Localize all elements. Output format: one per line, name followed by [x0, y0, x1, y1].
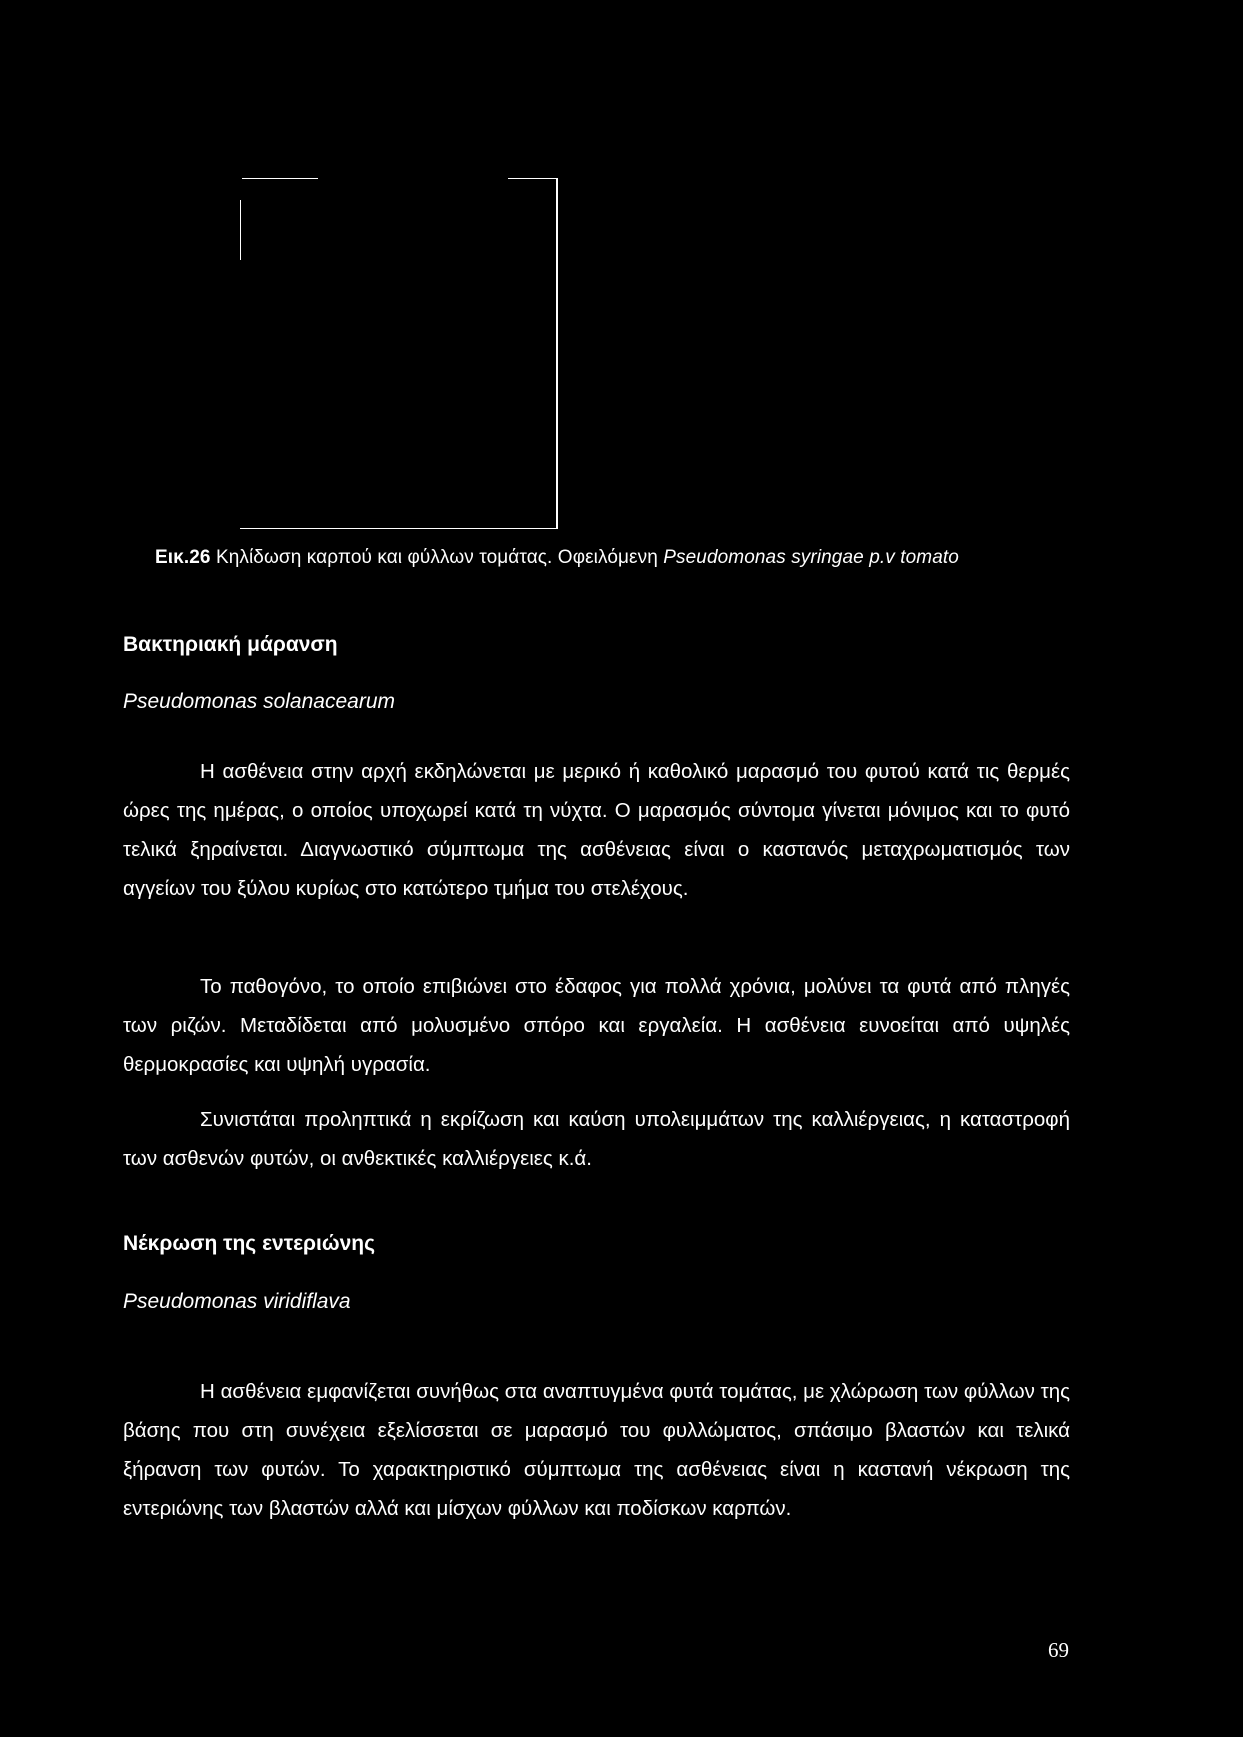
paragraph: Το παθογόνο, το οποίο επιβιώνει στο έδαφος για πολλά χρόνια, μολύνει τα φυτά από πληγές των ριζών. Μεταδίδεται από μολυσμένο σπόρο και εργαλεία. Η ασθένεια ευνοείται από υψηλές θερμοκρασίες και υψηλή υγρασία.	[123, 975, 1070, 1076]
figure-frame	[240, 178, 558, 530]
frame-top-right-line	[508, 178, 556, 179]
frame-right-line	[556, 178, 558, 528]
section-species: Pseudomonas solanacearum	[123, 690, 395, 713]
paragraph: Συνιστάται προληπτικά η εκρίζωση και καύση υπολειμμάτων της καλλιέργειας, η καταστροφή των ασθενών φυτών, οι ανθεκτικές καλλιέργειες κ.ά.	[123, 1108, 1070, 1170]
paragraph: Η ασθένεια εμφανίζεται συνήθως στα αναπτυγμένα φυτά τομάτας, με χλώρωση των φύλλων της βάσης που στη συνέχεια εξελίσσεται σε μαρασμό του φυλλώματος, σπάσιμο βλαστών και τελικά ξήρανση των φυτών. Το χαρακτηριστικό σύμπτωμα της ασθένειας είναι η καστανή νέκρωση της εντεριώνης των βλαστών αλλά και μίσχων φύλλων και ποδίσκων καρπών.	[123, 1380, 1070, 1520]
caption-label: Εικ.26	[155, 547, 211, 568]
frame-bottom-line	[240, 528, 558, 529]
frame-top-left-line	[242, 178, 318, 179]
section-species: Pseudomonas viridiflava	[123, 1290, 351, 1313]
section-title: Νέκρωση της εντεριώνης	[123, 1232, 376, 1255]
caption-text: Κηλίδωση καρπού και φύλλων τομάτας. Οφειλόμενη	[210, 547, 664, 568]
frame-left-line	[240, 200, 241, 260]
figure-caption	[155, 547, 959, 569]
page-number: 69	[1048, 1638, 1069, 1662]
caption-species: Pseudomonas syringae p.v tomato	[663, 547, 959, 568]
paragraph: Η ασθένεια στην αρχή εκδηλώνεται με μερικό ή καθολικό μαρασμό του φυτού κατά τις θερμές ώρες της ημέρας, ο οποίος υποχωρεί κατά τη νύχτα. Ο μαρασμός σύντομα γίνεται μόνιμος και το φυτό τελικά ξηραίνεται. Διαγνωστικό σύμπτωμα της ασθένειας είναι ο καστανός μεταχρωματισμός των αγγείων του ξύλου κυρίως στο κατώτερο τμήμα του στελέχους.	[123, 760, 1070, 900]
section-title: Βακτηριακή μάρανση	[123, 633, 338, 656]
